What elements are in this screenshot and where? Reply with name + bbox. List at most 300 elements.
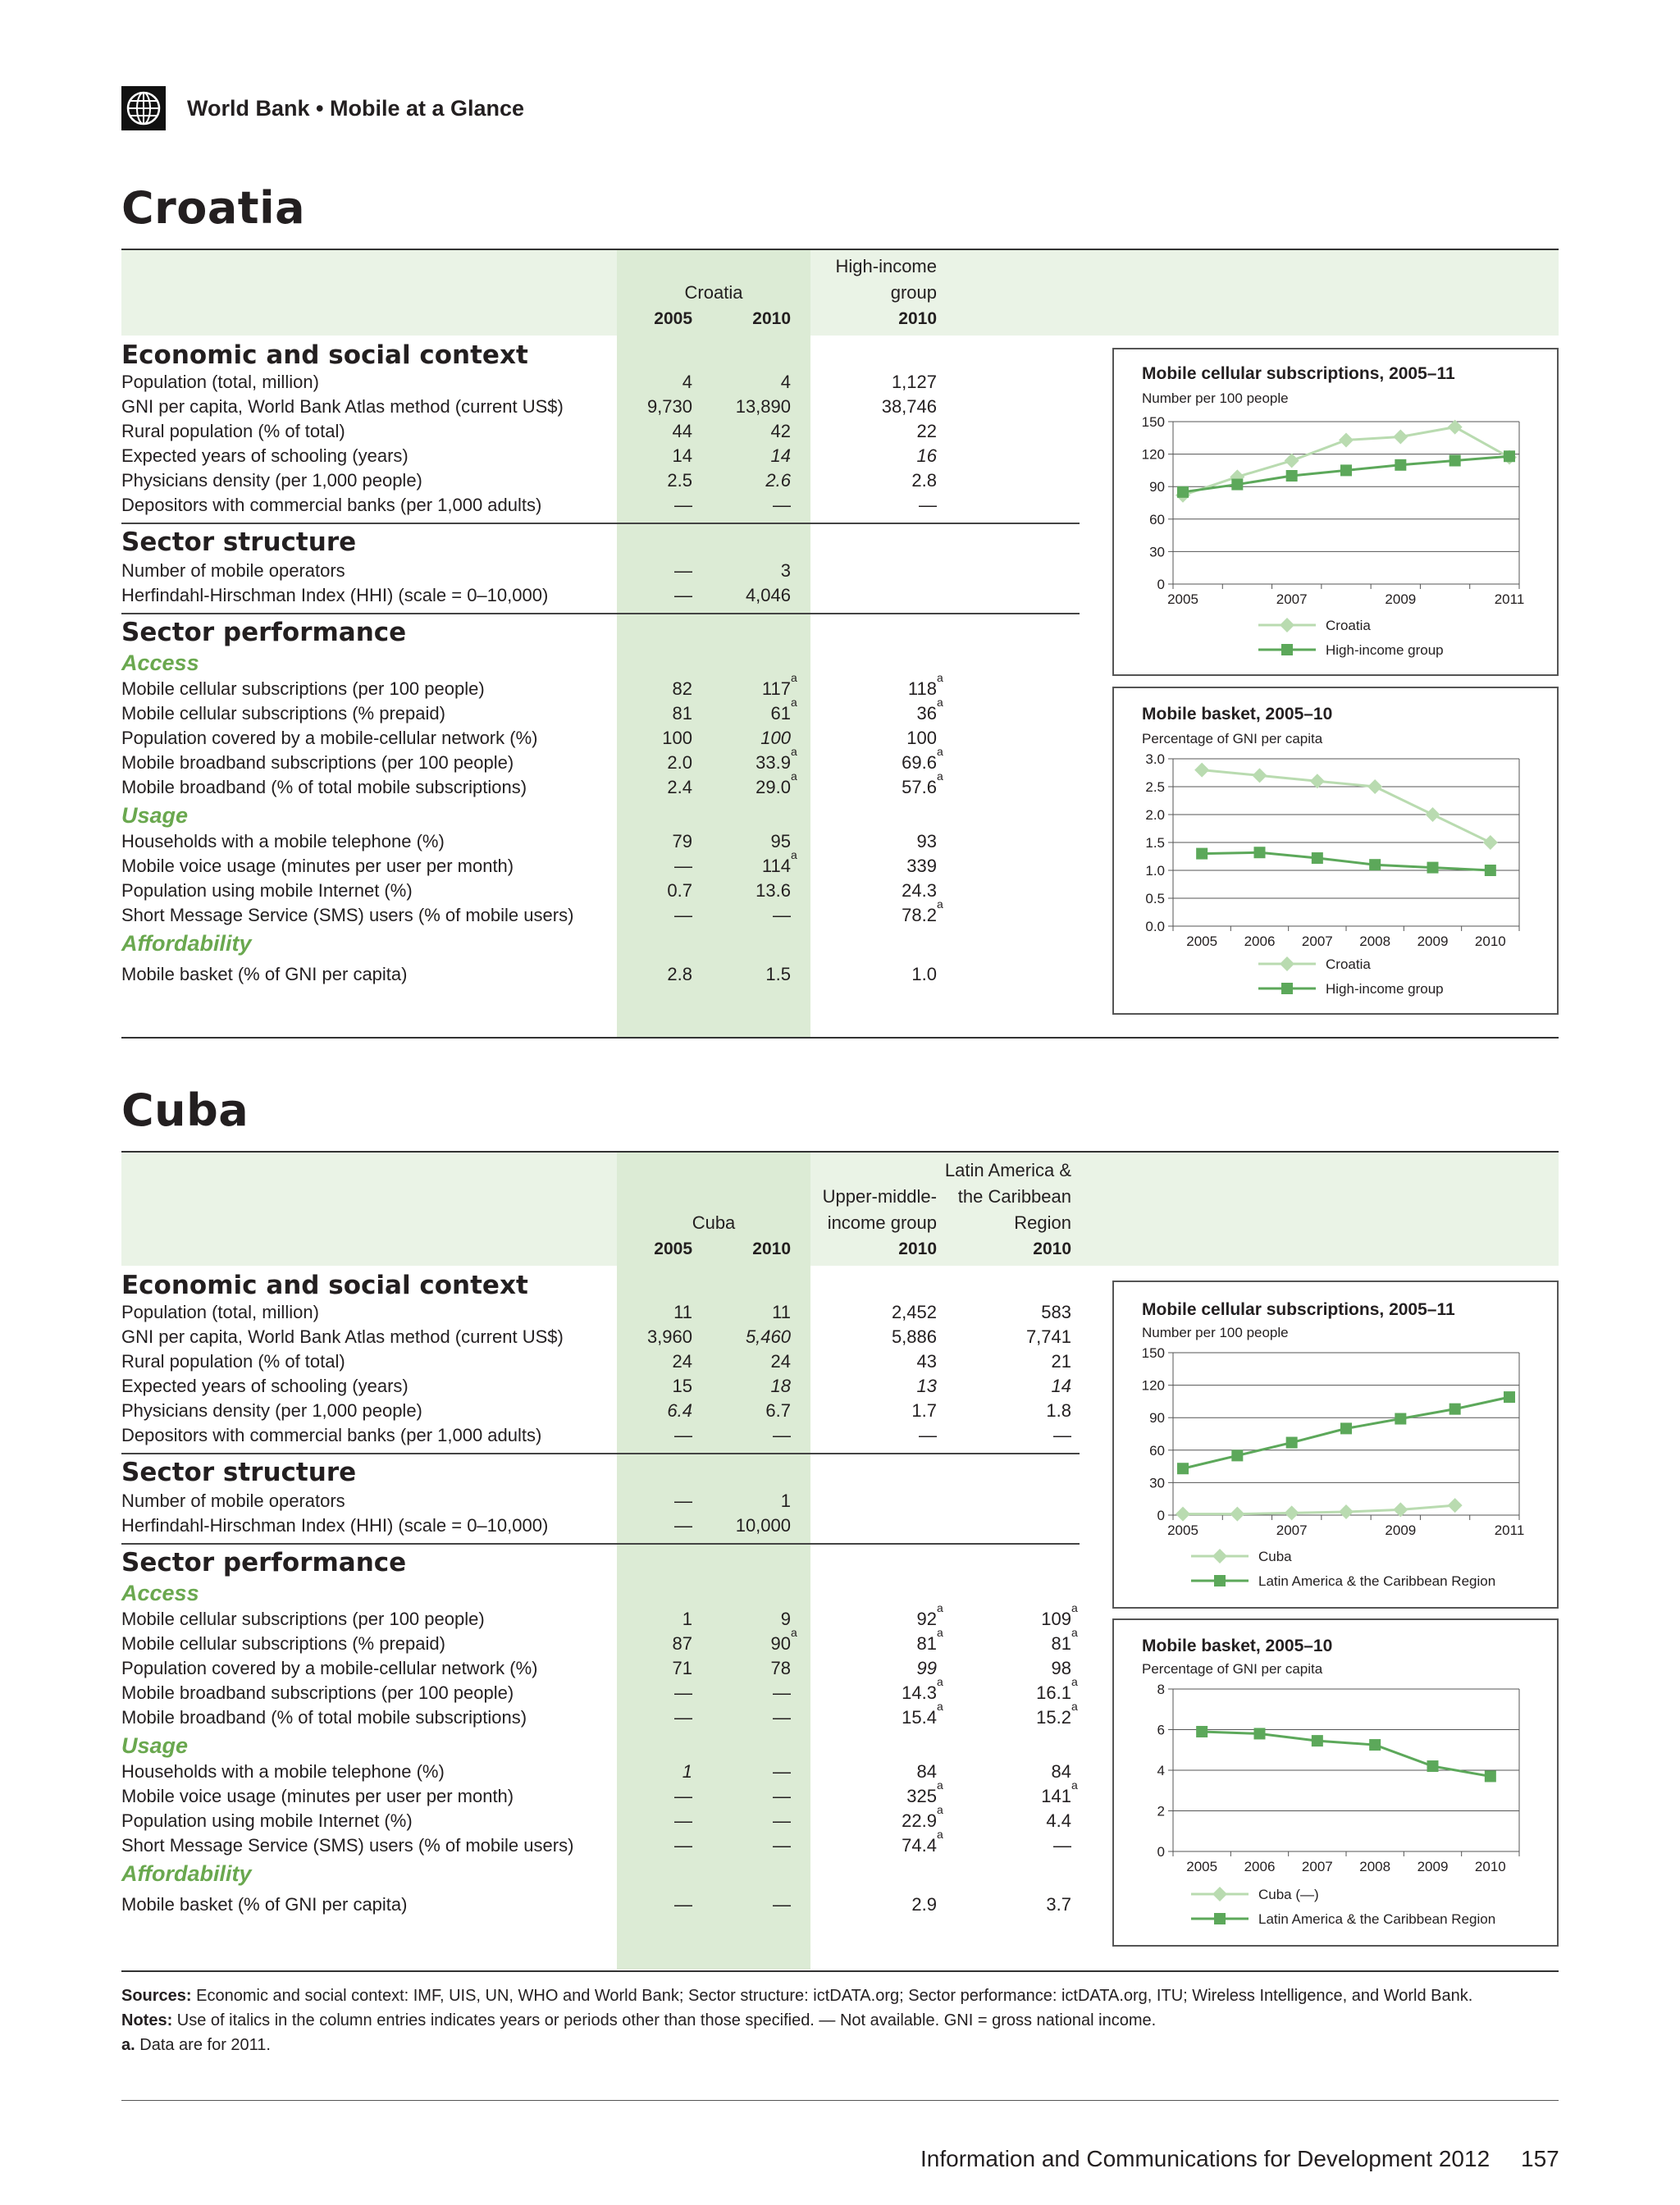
value-text: 42	[770, 421, 791, 441]
data-point	[1339, 432, 1354, 447]
value-b	[771, 829, 791, 854]
value-text: 36	[916, 703, 937, 724]
croatia-col-high-income: High-income group 2010	[835, 256, 937, 328]
y-tick-label: 8	[1157, 1682, 1165, 1697]
value-text: —	[1053, 1835, 1071, 1856]
data-point	[1367, 779, 1382, 794]
data-point	[1230, 1507, 1244, 1522]
value-b	[765, 962, 791, 987]
indicator-label: Mobile cellular subscriptions (per 100 people)	[121, 1609, 485, 1629]
value-text: 100	[906, 728, 937, 748]
data-point	[1504, 450, 1515, 462]
data-point	[1340, 464, 1352, 476]
indicator-row	[121, 419, 1089, 444]
y-tick-label: 120	[1141, 446, 1165, 463]
value-text: 18	[770, 1376, 791, 1396]
section-title-afford: Affordability	[121, 1861, 252, 1886]
value-b	[756, 745, 797, 775]
indicator-row	[121, 897, 1089, 928]
value-text: 78	[770, 1658, 791, 1678]
indicator-row	[121, 1803, 1089, 1833]
footnote-marker: a	[1071, 1626, 1078, 1639]
value-c	[916, 1626, 943, 1656]
x-tick-label: 2005	[1186, 1859, 1218, 1874]
x-tick-label: 2011	[1494, 1522, 1525, 1538]
footnote-marker: a	[791, 769, 797, 783]
value-text: 81	[1051, 1633, 1071, 1654]
value-text: 22.9	[902, 1810, 937, 1831]
footnote-marker: a	[937, 1778, 943, 1792]
indicator-row	[121, 1423, 1089, 1448]
value-text: 4	[682, 372, 692, 392]
indicator-row	[121, 493, 1089, 518]
legend-label: High-income group	[1326, 981, 1444, 997]
indicator-label: GNI per capita, World Bank Atlas method (current US$)	[121, 396, 564, 417]
value-text: 11	[673, 1302, 692, 1322]
value-b	[773, 1892, 791, 1917]
section-title-econ: Economic and social context	[121, 1271, 528, 1300]
value-c	[917, 1374, 937, 1399]
value-text: —	[773, 1425, 791, 1445]
value-a	[667, 962, 692, 987]
value-text: 43	[916, 1351, 937, 1372]
indicator-label: Depositors with commercial banks (per 1,000 adults)	[121, 495, 542, 515]
value-c	[919, 1423, 937, 1448]
y-tick-label: 2	[1157, 1803, 1165, 1819]
chart-subtitle: Percentage of GNI per capita	[1142, 1661, 1323, 1677]
indicator-label: Mobile voice usage (minutes per user per month)	[121, 1786, 514, 1806]
y-tick-label: 90	[1149, 479, 1165, 495]
section-separator	[121, 1453, 1080, 1454]
value-b	[746, 1325, 791, 1349]
value-c	[902, 1803, 943, 1833]
value-a	[673, 677, 692, 701]
value-b	[770, 696, 797, 726]
value-b	[771, 1374, 791, 1399]
value-text: —	[674, 1682, 692, 1703]
value-text: 71	[672, 1658, 692, 1678]
value-b	[736, 395, 791, 419]
x-tick-label: 2006	[1244, 1859, 1276, 1874]
value-a	[667, 751, 692, 775]
indicator-row	[121, 1601, 1089, 1632]
croatia-subscriptions-chart	[1112, 348, 1559, 676]
country-title-cuba: Cuba	[121, 1084, 249, 1136]
value-text: 2,452	[891, 1302, 937, 1322]
footnote-marker: a	[937, 745, 943, 758]
indicator-label: Number of mobile operators	[121, 1491, 345, 1511]
value-text: 21	[1051, 1351, 1071, 1372]
value-text: 93	[916, 831, 937, 851]
value-text: 339	[906, 856, 937, 876]
value-text: —	[674, 1810, 692, 1831]
sources-label: Sources:	[121, 1987, 192, 2005]
value-a	[674, 583, 692, 608]
value-c	[917, 1349, 937, 1374]
data-point	[1395, 1413, 1406, 1425]
value-text: —	[773, 1835, 791, 1856]
indicator-label: Herfindahl-Hirschman Index (HHI) (scale = 0–10,000)	[121, 1515, 549, 1536]
value-text: 11	[772, 1302, 791, 1322]
value-d	[1052, 1760, 1071, 1784]
indicator-label: Expected years of schooling (years)	[121, 1376, 409, 1396]
chart-subtitle: Number per 100 people	[1142, 1325, 1289, 1340]
indicator-label: Physicians density (per 1,000 people)	[121, 1400, 422, 1421]
cuba-bottom-rule	[121, 1970, 1559, 1972]
value-b	[773, 903, 791, 928]
value-c	[902, 1700, 943, 1730]
legend-marker	[1281, 644, 1293, 655]
value-text: 79	[672, 831, 692, 851]
section-title-structure: Sector structure	[121, 1458, 357, 1487]
chart-title: Mobile cellular subscriptions, 2005–11	[1142, 1300, 1455, 1319]
indicator-label: Mobile voice usage (minutes per user per month)	[121, 856, 514, 876]
indicator-row	[121, 671, 1089, 701]
value-b	[773, 1760, 791, 1784]
legend-label: Cuba	[1258, 1549, 1292, 1564]
y-tick-label: 2.0	[1145, 807, 1165, 823]
x-tick-label: 2005	[1167, 591, 1198, 607]
footnote-marker: a	[791, 1626, 797, 1639]
value-text: 61	[770, 703, 791, 724]
value-text: —	[674, 1835, 692, 1856]
value-d	[1052, 1374, 1071, 1399]
value-a	[674, 1423, 692, 1448]
value-text: 81	[672, 703, 692, 724]
value-b	[746, 583, 791, 608]
data-point	[1369, 1739, 1381, 1751]
data-point	[1196, 1726, 1208, 1737]
value-d	[1051, 1626, 1078, 1656]
indicator-label: Population covered by a mobile-cellular network (%)	[121, 728, 538, 748]
footnote-marker: a	[1071, 1601, 1078, 1614]
value-text: 4	[780, 372, 791, 392]
value-d	[1041, 1300, 1071, 1325]
indicator-label: Expected years of schooling (years)	[121, 445, 409, 466]
notes-note	[121, 2008, 1559, 2033]
chart-title: Mobile cellular subscriptions, 2005–11	[1142, 364, 1455, 383]
value-text: 9	[780, 1609, 791, 1629]
x-tick-label: 2009	[1417, 934, 1449, 949]
value-text: 9,730	[646, 396, 692, 417]
value-text: 13	[916, 1376, 937, 1396]
footnote-marker: a	[937, 696, 943, 709]
indicator-row	[121, 1374, 1089, 1399]
indicator-label: Population covered by a mobile-cellular network (%)	[121, 1658, 538, 1678]
value-text: 92	[916, 1609, 937, 1629]
indicator-row	[121, 1700, 1089, 1730]
data-point	[1254, 1728, 1266, 1739]
value-b	[771, 1349, 791, 1374]
indicator-row	[121, 468, 1089, 493]
value-text: 3.7	[1046, 1894, 1071, 1915]
footnote-marker: a	[937, 897, 943, 911]
indicator-row	[121, 1778, 1089, 1809]
footnote-marker: a	[937, 1675, 943, 1688]
value-c	[916, 1601, 943, 1632]
value-text: 5,886	[891, 1326, 937, 1347]
series-0	[1176, 1498, 1463, 1564]
page-number: 157	[1521, 2146, 1559, 2171]
value-b	[771, 1656, 791, 1681]
data-point	[1253, 768, 1267, 783]
header-title: World Bank • Mobile at a Glance	[187, 95, 525, 121]
value-b	[765, 468, 791, 493]
cuba-col-group: Cuba	[692, 1212, 736, 1233]
indicator-row	[121, 1513, 1089, 1538]
data-point	[1449, 1404, 1461, 1415]
value-text: 3	[780, 560, 791, 581]
x-tick-label: 2006	[1244, 934, 1276, 949]
value-c	[902, 745, 943, 775]
value-b	[736, 1513, 791, 1538]
y-tick-label: 0	[1157, 577, 1165, 592]
value-c	[911, 468, 937, 493]
value-b	[773, 1833, 791, 1858]
indicator-row	[121, 829, 1089, 854]
section-title-performance: Sector performance	[121, 618, 407, 647]
indicator-row	[121, 1489, 1089, 1513]
cuba-col-upper-middle: Upper-middle- income group 2010	[822, 1186, 937, 1258]
value-text: 33.9	[756, 752, 791, 773]
data-point	[1369, 859, 1381, 870]
value-text: 13,890	[735, 396, 791, 417]
value-a	[647, 1325, 692, 1349]
x-tick-label: 2009	[1385, 1522, 1417, 1538]
x-tick-label: 2007	[1276, 1522, 1308, 1538]
series-0	[1176, 420, 1517, 633]
section-title-usage: Usage	[121, 803, 189, 828]
data-point	[1426, 807, 1440, 822]
value-b	[773, 1705, 791, 1730]
croatia-col-2005: 2005	[654, 309, 692, 328]
value-c	[917, 444, 937, 468]
value-a	[673, 1374, 692, 1399]
section-separator	[121, 613, 1080, 614]
value-text: 90	[770, 1633, 791, 1654]
indicator-label: Mobile basket (% of GNI per capita)	[121, 1894, 408, 1915]
value-text: 15	[672, 1376, 692, 1396]
value-a	[682, 1607, 692, 1632]
value-text: 2.4	[667, 777, 692, 797]
indicator-row	[121, 559, 1089, 583]
value-b	[773, 1809, 791, 1833]
x-tick-label: 2009	[1385, 591, 1417, 607]
footnote-marker: a	[1071, 1778, 1078, 1792]
series-1	[1191, 1726, 1496, 1927]
value-d	[1046, 1892, 1071, 1917]
value-c	[902, 897, 943, 928]
cuba-subscriptions-chart	[1112, 1281, 1559, 1609]
indicator-label: Short Message Service (SMS) users (% of mobile users)	[121, 1835, 574, 1856]
y-tick-label: 150	[1141, 414, 1165, 430]
value-text: —	[773, 495, 791, 515]
value-text: 1	[682, 1609, 692, 1629]
value-c	[906, 726, 937, 751]
value-text: —	[674, 1425, 692, 1445]
indicator-row	[121, 1828, 1089, 1858]
value-text: 98	[1051, 1658, 1071, 1678]
value-text: 1	[682, 1761, 692, 1782]
value-text: 1	[780, 1491, 791, 1511]
indicator-row	[121, 1656, 1089, 1681]
data-point	[1285, 454, 1299, 468]
value-a	[673, 1349, 692, 1374]
value-text: 7,741	[1025, 1326, 1071, 1347]
value-d	[1052, 1656, 1071, 1681]
data-point	[1427, 1760, 1439, 1772]
value-d	[1052, 1349, 1071, 1374]
value-a	[673, 1656, 692, 1681]
value-text: 325	[906, 1786, 937, 1806]
value-text: 100	[760, 728, 791, 748]
value-text: 2.9	[911, 1894, 937, 1915]
value-b	[772, 1300, 791, 1325]
value-a	[674, 854, 692, 879]
value-a	[674, 903, 692, 928]
indicator-row	[121, 879, 1089, 903]
value-a	[647, 395, 692, 419]
data-point	[1285, 1505, 1299, 1520]
value-text: 141	[1041, 1786, 1071, 1806]
indicator-row	[121, 696, 1089, 726]
series-1	[1177, 1391, 1515, 1589]
value-c	[906, 1778, 943, 1809]
y-tick-label: 3.0	[1145, 751, 1165, 767]
value-b	[771, 444, 791, 468]
croatia-col-group: Croatia	[684, 282, 743, 303]
value-text: 44	[672, 421, 692, 441]
y-tick-label: 30	[1149, 544, 1165, 560]
value-text: —	[674, 856, 692, 876]
value-a	[673, 701, 692, 726]
indicator-label: Households with a mobile telephone (%)	[121, 831, 445, 851]
indicator-label: Mobile broadband subscriptions (per 100 people)	[121, 752, 514, 773]
data-point	[1194, 763, 1209, 778]
value-text: —	[674, 585, 692, 605]
value-text: 14.3	[902, 1682, 937, 1703]
footnote-marker: a	[1071, 1675, 1078, 1688]
value-text: 24	[672, 1351, 692, 1372]
legend-label: High-income group	[1326, 642, 1444, 658]
indicator-row	[121, 1399, 1089, 1423]
value-c	[882, 395, 937, 419]
footnote-marker: a	[937, 1803, 943, 1816]
sources-text: Economic and social context: IMF, UIS, UN, WHO and World Bank; Sector structure: ictDATA.org; Sector performance: ictDATA.org, ITU; Wireless Intelligence, and World Bank.	[196, 1987, 1473, 2005]
chart-subtitle: Number per 100 people	[1142, 390, 1289, 406]
value-a	[674, 493, 692, 518]
indicator-row	[121, 1675, 1089, 1705]
section-title-access: Access	[121, 1581, 199, 1605]
indicator-label: Rural population (% of total)	[121, 1351, 345, 1372]
value-text: —	[674, 1786, 692, 1806]
y-tick-label: 60	[1149, 1442, 1165, 1459]
y-tick-label: 2.5	[1145, 779, 1165, 795]
indicator-label: Households with a mobile telephone (%)	[121, 1761, 445, 1782]
value-text: 1,127	[891, 372, 937, 392]
y-tick-label: 4	[1157, 1763, 1165, 1778]
country-title-croatia: Croatia	[121, 182, 306, 234]
cuba-basket-chart	[1112, 1618, 1559, 1947]
value-text: —	[773, 1761, 791, 1782]
x-tick-label: 2007	[1301, 934, 1333, 949]
indicator-row	[121, 583, 1089, 608]
value-text: —	[773, 905, 791, 925]
indicator-row	[121, 395, 1089, 419]
footnote-marker: a	[937, 671, 943, 684]
data-point	[1485, 1770, 1496, 1782]
x-tick-label: 2010	[1474, 1859, 1506, 1874]
data-point	[1286, 1437, 1298, 1449]
value-text: 99	[916, 1658, 937, 1678]
legend-label: Latin America & the Caribbean Region	[1258, 1573, 1496, 1589]
value-b	[771, 419, 791, 444]
indicator-row	[121, 1349, 1089, 1374]
footnote-marker: a	[937, 1828, 943, 1841]
value-text: —	[919, 495, 937, 515]
footnote-a	[121, 2033, 1559, 2057]
value-text: 13.6	[756, 880, 791, 901]
value-text: 14	[672, 445, 692, 466]
data-point	[1427, 862, 1439, 874]
value-text: 117	[761, 678, 791, 699]
value-a	[673, 829, 692, 854]
value-c	[902, 769, 943, 800]
value-b	[781, 370, 791, 395]
value-text: 1.7	[911, 1400, 937, 1421]
value-d	[1036, 1700, 1078, 1730]
section-title-usage: Usage	[121, 1733, 189, 1758]
value-text: 0.7	[667, 880, 692, 901]
data-point	[1340, 1422, 1352, 1434]
data-point	[1339, 1504, 1354, 1519]
section-title-structure: Sector structure	[121, 527, 357, 557]
value-text: 1.5	[765, 964, 791, 984]
value-text: 82	[672, 678, 692, 699]
value-d	[1053, 1833, 1071, 1858]
footnote-marker: a	[791, 848, 797, 861]
indicator-row	[121, 769, 1089, 800]
series-line	[1202, 852, 1491, 870]
footnote-marker: a	[937, 769, 943, 783]
x-tick-label: 2010	[1474, 934, 1506, 949]
indicator-label: Mobile broadband (% of total mobile subscriptions)	[121, 1707, 527, 1728]
value-text: —	[674, 1491, 692, 1511]
value-text: 57.6	[902, 777, 937, 797]
x-tick-label: 2007	[1276, 591, 1308, 607]
value-d	[1053, 1423, 1071, 1448]
legend-marker	[1214, 1575, 1226, 1586]
indicator-label: Mobile basket (% of GNI per capita)	[121, 964, 408, 984]
chart-title: Mobile basket, 2005–10	[1142, 1637, 1333, 1655]
value-text: —	[773, 1682, 791, 1703]
cuba-col-2010: 2010	[752, 1239, 791, 1258]
cuba-col-latin-america: Latin America & the Caribbean Region 2010	[944, 1160, 1071, 1258]
value-text: 2.8	[911, 470, 937, 491]
data-point	[1196, 848, 1208, 860]
indicator-label: Mobile cellular subscriptions (% prepaid)	[121, 703, 445, 724]
value-a	[674, 1784, 692, 1809]
value-a	[674, 1513, 692, 1538]
value-text: 14	[1051, 1376, 1071, 1396]
value-text: —	[773, 1707, 791, 1728]
value-a	[673, 444, 692, 468]
indicator-row	[121, 962, 1089, 987]
value-text: —	[773, 1894, 791, 1915]
value-a	[667, 468, 692, 493]
croatia-basket-chart	[1112, 687, 1559, 1015]
value-text: 6.7	[765, 1400, 791, 1421]
